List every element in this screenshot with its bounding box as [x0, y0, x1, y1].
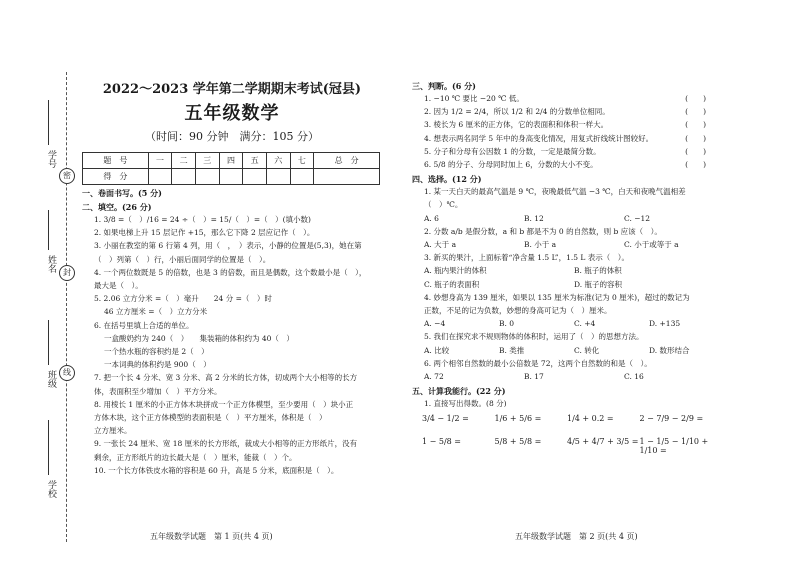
score-cell [266, 169, 290, 185]
score-table-score-row [83, 169, 380, 185]
question-9-cont: 剩余，正方形纸片的边长最大是（ ）厘米，能裁（ ）个。 [94, 452, 297, 462]
option: B. 瓶子的体积 [574, 266, 622, 276]
option: B. 类推 [499, 345, 525, 355]
option: B. 0 [499, 319, 515, 329]
score-cell [314, 169, 380, 185]
question-6: 6. 在括号里填上合适的单位。 [94, 320, 194, 330]
score-cell [172, 169, 196, 185]
score-cell [243, 169, 267, 185]
score-table-header-row [83, 153, 380, 169]
exam-title: 2022～2023 学年第二学期期末考试(冠县) [102, 82, 362, 97]
choice-6-options [412, 370, 712, 383]
option: C. +4 [574, 319, 596, 329]
option: C. 瓶子的表面积 [424, 279, 480, 289]
score-header-cell: 五 [243, 153, 267, 169]
choice-5: 5. 我们在探究求不规则物体的体积时，运用了（ ）的思想方法。 [424, 332, 644, 342]
judge-1-text: 1. −10 ℃ 要比 −20 ℃ 低。 [424, 94, 524, 103]
score-header-cell: 三 [195, 153, 219, 169]
choice-3: 3. 新买的果汁，上面标着“净含量 1.5 L”，1.5 L 表示（ ）。 [424, 253, 630, 263]
option: C. 16 [624, 372, 644, 382]
option: A. 72 [424, 372, 444, 382]
question-8-cont: 方体木块，这个正方体模型的表面积是（ ）平方厘米，体积是（ ） [94, 413, 327, 423]
choice-4: 4. 妙想身高为 139 厘米，如果以 135 厘米为标准(记为 0 厘米)，超过的数记为 [424, 292, 690, 302]
judge-6 [412, 158, 712, 171]
judge-2 [412, 105, 712, 118]
choice-6: 6. 两个相邻自然数的最小公倍数是 72，这两个自然数的和是（ ）。 [424, 358, 652, 368]
calc-item: 1/4 + 0.2 = [567, 414, 614, 424]
judge-2-text: 2. 因为 1/2 = 2/4，所以 1/2 和 2/4 的分数单位相同。 [424, 107, 610, 117]
question-6-c: 一本词典的体积约是 900（ ） [104, 360, 211, 370]
judge-2-answer: ( ) [685, 107, 706, 117]
name-label: 姓名 [46, 255, 56, 273]
option: D. +135 [649, 319, 681, 329]
judge-4 [412, 132, 712, 145]
judge-5-text: 5. 分子和分母有公因数 1 的分数，一定是最简分数。 [424, 146, 601, 156]
class-label: 班级 [46, 370, 56, 388]
question-4-cont: 最大是（ ）。 [94, 281, 143, 291]
judge-6-answer: ( ) [685, 160, 706, 170]
choice-1-options [412, 212, 712, 225]
class-blank [48, 320, 49, 365]
choice-2: 2. 分数 a/b 是假分数，a 和 b 都是不为 0 的自然数，则 b 应该（ ）。 [424, 226, 662, 236]
calc-item: 2 − 7/9 − 2/9 = [639, 414, 704, 424]
question-7-cont: 体，表面积至少增加（ ）平方分米。 [94, 386, 222, 396]
judge-6-text: 6. 5/8 的分子、分母同时加上 6，分数的大小不变。 [424, 160, 598, 170]
question-4: 4. 一个两位数既是 5 的倍数，也是 3 的倍数，而且是偶数，这个数最小是（ ）， [94, 267, 367, 277]
score-cell [290, 169, 314, 185]
seal-mark-mi: 密 [59, 168, 75, 184]
judge-3-answer: ( ) [685, 120, 706, 130]
score-row-label: 得 分 [83, 169, 149, 185]
score-header-cell: 六 [266, 153, 290, 169]
choice-1-cont: （ ）℃。 [424, 200, 463, 210]
option: A. 瓶内果汁的体积 [424, 266, 487, 276]
question-8: 8. 用棱长 1 厘米的小正方体木块拼成一个正方体模型，至少要用（ ）块小正 [94, 399, 354, 409]
seal-mark-xian: 线 [59, 365, 75, 381]
option: B. 17 [524, 372, 544, 382]
question-3-cont: （ ）列第（ ）行，小丽后面同学的位置是（ ）。 [94, 254, 271, 264]
section-handwriting: 一、卷面书写。(5 分) [82, 188, 162, 198]
exam-meta: （时间：90 分钟 满分：105 分） [145, 130, 319, 143]
school-label: 学校 [46, 480, 56, 498]
judge-3-text: 3. 棱长为 6 厘米的正方体，它的表面积和体积一样大。 [424, 120, 609, 130]
name-blank [48, 210, 49, 250]
question-6-b: 一个热水瓶的容积约是 2（ ） [104, 347, 209, 357]
seal-mark-feng: 封 [59, 265, 75, 281]
page-2-column [412, 78, 712, 455]
question-9: 9. 一张长 24 厘米、宽 18 厘米的长方形纸，裁成大小相等的正方形纸片，没有 [94, 439, 358, 449]
calc-grid [412, 414, 712, 455]
score-header-cell: 四 [219, 153, 243, 169]
question-5-cont: 46 立方厘米 =（ ）立方分米 [104, 307, 208, 317]
page-1-column [82, 78, 382, 477]
score-header-cell: 七 [290, 153, 314, 169]
option: A. 比较 [424, 345, 450, 355]
calc-item: 1/6 + 5/6 = [494, 414, 542, 424]
choice-2-options [412, 238, 712, 251]
calc-item: 3/4 − 1/2 = [422, 414, 469, 424]
judge-5 [412, 145, 712, 158]
binding-dashed-line [66, 72, 67, 542]
section-fill-blank: 二、填空。(26 分) [82, 202, 152, 212]
judge-1-answer: ( ) [685, 94, 706, 103]
question-1: 1. 3/8 =（ ）/16 = 24 ÷（ ）= 15/（ ）=（ ）(填小数) [94, 215, 311, 224]
score-header-cell: 总 分 [314, 153, 380, 169]
judge-4-text: 4. 想表示两名同学 5 年中的身高变化情况，用复式折线统计图较好。 [424, 133, 654, 143]
question-7: 7. 把一个长 4 分米、宽 3 分米、高 2 分米的长方体，切成两个大小相等的长方 [94, 373, 358, 383]
section-judge: 三、判断。(6 分) [412, 81, 476, 91]
choice-1: 1. 某一天白天的最高气温是 9 ℃，夜晚最低气温 −3 ℃，白天和夜晚气温相差 [424, 187, 686, 197]
judge-1 [412, 92, 712, 105]
binding-strip [0, 0, 80, 561]
score-header-cell: 题 号 [83, 153, 149, 169]
option: C. −12 [624, 213, 651, 223]
judge-4-answer: ( ) [685, 133, 706, 143]
choice-3-options [412, 264, 712, 277]
section-calculation: 五、计算我能行。(22 分) [412, 386, 506, 397]
score-cell [219, 169, 243, 185]
option: D. 数形结合 [649, 345, 690, 355]
student-number-label: 学号 [46, 150, 56, 168]
question-3: 3. 小丽在教室的第 6 行第 4 列，用（ ， ）表示，小静的位置是(5,3)，她在第 [94, 241, 362, 251]
calc-instruction: 1. 直接写出得数。(8 分) [424, 399, 507, 409]
calc-item: 1 − 1/5 − 1/10 + 1/10 = [639, 437, 709, 456]
option: C. 小于或等于 a [624, 240, 679, 250]
option: B. 小于 a [524, 240, 557, 250]
question-2: 2. 如果电梯上升 15 层记作 +15，那么它下降 2 层应记作（ ）。 [94, 228, 315, 238]
score-header-cell: 一 [148, 153, 172, 169]
question-10: 10. 一个长方体铁皮水箱的容积是 60 升，高是 5 分米，底面积是（ ）。 [94, 465, 339, 475]
score-table [82, 152, 380, 185]
judge-5-answer: ( ) [685, 146, 706, 156]
student-number-blank [48, 100, 49, 145]
score-cell [148, 169, 172, 185]
calc-item: 5/8 + 5/8 = [494, 437, 542, 447]
option: A. 6 [424, 213, 439, 223]
calc-item: 4/5 + 4/7 + 3/5 = [567, 437, 639, 447]
question-8-cont2: 立方厘米。 [94, 426, 132, 436]
calc-item: 1 − 5/8 = [422, 437, 461, 447]
question-6-a: 一盒酸奶约为 240（ ） 集装箱的体积约为 40（ ） [104, 333, 294, 343]
page-2-footer: 五年级数学试题 第 2 页(共 4 页) [515, 532, 638, 541]
option: A. 大于 a [424, 240, 457, 250]
school-blank [48, 420, 49, 475]
section-choice: 四、选择。(12 分) [412, 174, 482, 185]
judge-3 [412, 118, 712, 131]
subject-title: 五年级数学 [184, 103, 280, 124]
choice-5-options [412, 344, 712, 357]
page-1-footer: 五年级数学试题 第 1 页(共 4 页) [150, 532, 273, 541]
option: B. 12 [524, 213, 544, 223]
question-5: 5. 2.06 立方分米 =（ ）毫升 24 分 =（ ）时 [94, 294, 272, 304]
option: D. 瓶子的容积 [574, 279, 623, 289]
option: C. 转化 [574, 345, 600, 355]
choice-3-options-2 [412, 278, 712, 291]
score-header-cell: 二 [172, 153, 196, 169]
score-cell [195, 169, 219, 185]
option: A. −4 [424, 319, 446, 329]
choice-4-options [412, 317, 712, 330]
choice-4-cont: 正数，不足的记为负数，妙想的身高可记为（ ）厘米。 [424, 306, 612, 316]
